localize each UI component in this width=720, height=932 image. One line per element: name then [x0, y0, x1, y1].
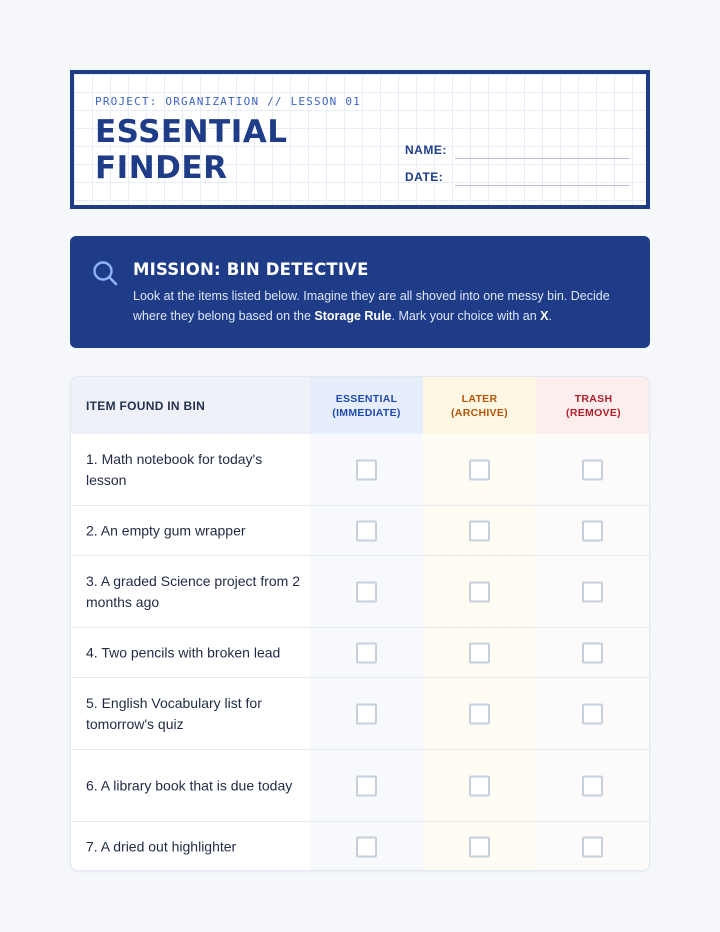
date-line[interactable] — [455, 185, 630, 186]
table-row — [71, 628, 650, 678]
trash-checkbox[interactable] — [582, 703, 603, 724]
name-field[interactable] — [405, 139, 630, 159]
name-label: NAME: — [405, 143, 447, 157]
lesson-kicker: PROJECT: ORGANIZATION // LESSON 01 — [95, 95, 361, 108]
later-checkbox[interactable] — [469, 703, 490, 724]
item-label: 6. A library book that is due today — [86, 777, 293, 793]
later-checkbox[interactable] — [469, 837, 490, 858]
trash-checkbox[interactable] — [582, 837, 603, 858]
worksheet-title — [95, 114, 355, 186]
essential-checkbox[interactable] — [356, 642, 377, 663]
item-label: 4. Two pencils with broken lead — [86, 644, 281, 660]
table-row — [71, 434, 650, 506]
item-label: 3. A graded Science project from 2 months ago — [86, 572, 301, 610]
sorting-table — [70, 376, 650, 871]
table-row — [71, 678, 650, 750]
header-essential-label: ESSENTIAL (IMMEDIATE) — [332, 392, 401, 419]
essential-checkbox[interactable] — [356, 520, 377, 541]
item-label: 1. Math notebook for today's lesson — [86, 450, 263, 488]
later-checkbox[interactable] — [469, 581, 490, 602]
mission-text-2: . Mark your choice with an — [391, 309, 541, 323]
title-line-2: FINDER — [95, 150, 228, 186]
date-field[interactable] — [405, 166, 630, 186]
essential-checkbox[interactable] — [356, 459, 377, 480]
name-line[interactable] — [455, 158, 630, 159]
mission-text-3: . — [548, 309, 552, 323]
table-row — [71, 556, 650, 628]
title-line-1: ESSENTIAL — [95, 114, 288, 150]
trash-checkbox[interactable] — [582, 642, 603, 663]
header-item: ITEM FOUND IN BIN — [71, 377, 310, 434]
item-label: 5. English Vocabulary list for tomorrow's quiz — [86, 694, 262, 732]
header-later — [423, 377, 536, 434]
mission-banner — [70, 236, 650, 348]
header-essential — [310, 377, 423, 434]
search-icon — [92, 260, 118, 286]
date-label: DATE: — [405, 170, 444, 184]
later-checkbox[interactable] — [469, 642, 490, 663]
mission-text-1: Look at the items listed below. Imagine they are all shoved into one messy bin. Decide where they belong based on the — [133, 289, 610, 323]
mission-title: MISSION: BIN DETECTIVE — [133, 260, 369, 279]
mark-x: X — [540, 309, 549, 323]
later-checkbox[interactable] — [469, 520, 490, 541]
worksheet-header — [70, 70, 650, 209]
header-trash-label: TRASH (REMOVE) — [566, 392, 621, 419]
essential-checkbox[interactable] — [356, 775, 377, 796]
trash-checkbox[interactable] — [582, 520, 603, 541]
trash-checkbox[interactable] — [582, 581, 603, 602]
later-checkbox[interactable] — [469, 775, 490, 796]
header-trash — [536, 377, 650, 434]
essential-checkbox[interactable] — [356, 581, 377, 602]
trash-checkbox[interactable] — [582, 459, 603, 480]
storage-rule: Storage Rule — [314, 309, 392, 323]
table-row — [71, 822, 650, 871]
table-row — [71, 750, 650, 822]
trash-checkbox[interactable] — [582, 775, 603, 796]
item-label: 7. A dried out highlighter — [86, 838, 237, 855]
table-row — [71, 506, 650, 556]
item-label: 2. An empty gum wrapper — [86, 522, 246, 538]
mission-instructions — [133, 286, 623, 326]
table-header — [71, 377, 650, 434]
essential-checkbox[interactable] — [356, 837, 377, 858]
header-later-label: LATER (ARCHIVE) — [451, 392, 508, 419]
later-checkbox[interactable] — [469, 459, 490, 480]
essential-checkbox[interactable] — [356, 703, 377, 724]
